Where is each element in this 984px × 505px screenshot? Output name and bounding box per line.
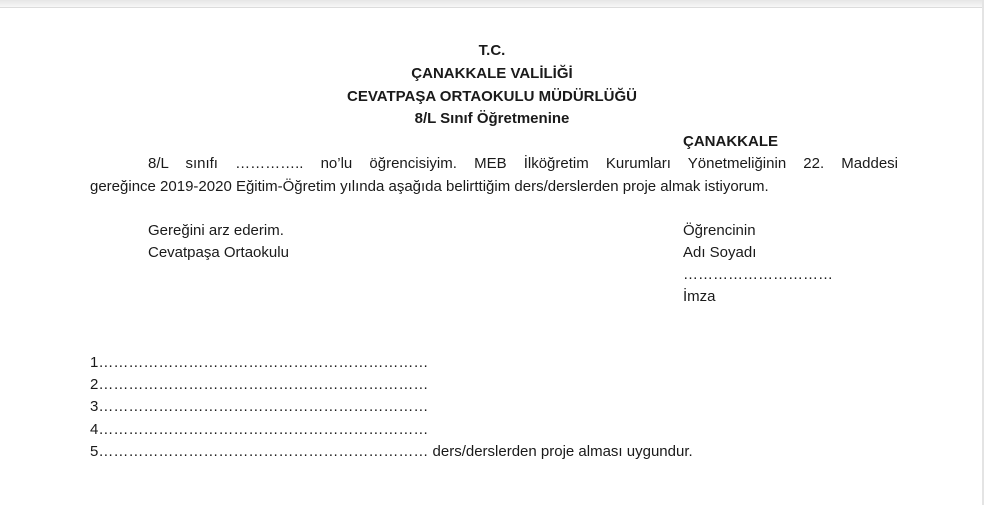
closing-arz: Gereğini arz ederim.: [148, 222, 284, 239]
closing-school: Cevatpaşa Ortaokulu: [148, 244, 289, 261]
header-tc: T.C.: [478, 42, 506, 59]
list-item: 1…………………………………………………………: [90, 354, 429, 371]
window-top-border: [0, 0, 984, 8]
signature-student-label: Öğrencinin: [683, 222, 756, 239]
list-item: 3…………………………………………………………: [90, 398, 429, 415]
body-line-1: 8/L sınıfı ………….. no’lu öğrencisiyim. MEB İlköğretim Kurumları Yönetmeliğinin 22. Maddesi: [148, 155, 898, 172]
list-item: 4…………………………………………………………: [90, 421, 429, 438]
signature-imza-label: İmza: [683, 288, 716, 305]
signature-name-label: Adı Soyadı: [683, 244, 757, 261]
header-city: ÇANAKKALE: [683, 133, 778, 150]
list-item: 5………………………………………………………… ders/derslerden proje alması uygundur.: [90, 443, 693, 460]
signature-name-blank: …………………………: [683, 266, 833, 283]
list-item: 2…………………………………………………………: [90, 376, 429, 393]
body-line-2: gereğince 2019-2020 Eğitim-Öğretim yılında aşağıda belirttiğim ders/derslerden proje almak istiyorum.: [90, 178, 769, 195]
header-recipient: 8/L Sınıf Öğretmenine: [414, 110, 570, 127]
header-valilik: ÇANAKKALE VALİLİĞİ: [411, 65, 573, 82]
header-school: CEVATPAŞA ORTAOKULU MÜDÜRLÜĞÜ: [347, 88, 637, 105]
